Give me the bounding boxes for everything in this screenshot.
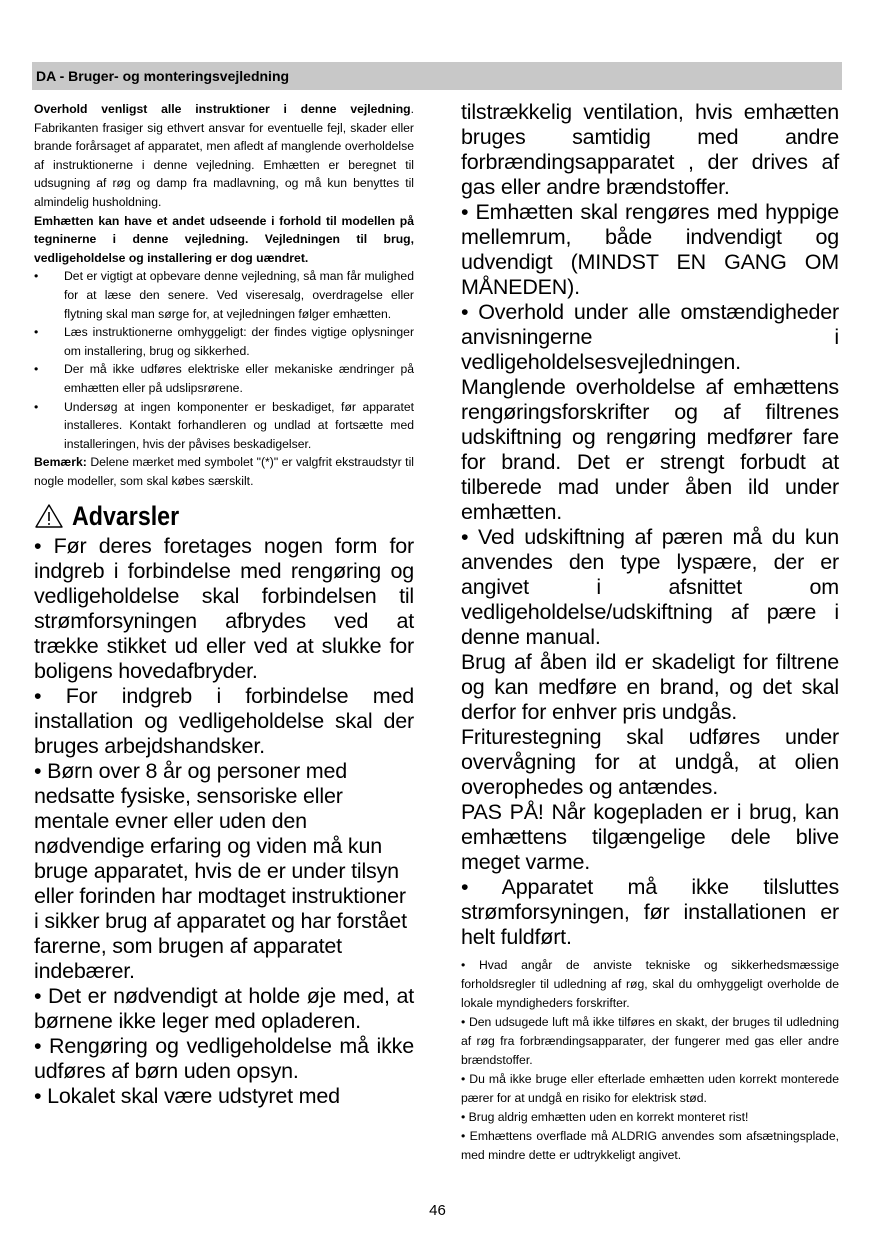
warning-paragraph: tilstrækkelig ventilation, hvis emhætten bruges samtidig med andre forbrændingsapparatet , der drives af gas eller andre brændstoffer.: [461, 100, 839, 199]
note-text: Delene mærket med symbolet "(*)" er valgfrit ekstraudstyr til nogle modeller, som skal købes særskilt.: [34, 455, 414, 488]
page-number: 46: [429, 1202, 446, 1219]
list-item: [34, 398, 414, 454]
bullet-dot: •: [34, 399, 39, 414]
warning-paragraph: • Lokalet skal være udstyret med: [34, 1084, 340, 1109]
warning-paragraph: • Rengøring og vedligeholdelse må ikke udføres af børn uden opsyn.: [34, 1034, 414, 1084]
model-note-text: Emhætten kan have et andet udseende i forhold til modellen på tegninerne i denne vejledning. Vejledningen til brug, vedligeholdelse og installering er dog uændret.: [34, 213, 414, 265]
bullet-dot: •: [34, 362, 39, 377]
intro-paragraph: [34, 100, 414, 212]
warnings-heading: [34, 500, 414, 532]
intro-bullet-list: [34, 267, 414, 453]
warning-paragraph: • Apparatet må ikke tilsluttes strømforsyningen, før installationen er helt fuldført.: [461, 875, 839, 949]
intro-bold: Overhold venligst alle instruktioner i denne vejledning: [34, 102, 411, 116]
list-item-text: Det er vigtigt at opbevare denne vejledning, så man får mulighed for at læse den senere. Ved viseresalg, overdragelse eller flytning skal man sørge for, at vejledningen følger emhætten.: [64, 269, 414, 321]
right-column: [461, 100, 839, 1165]
warning-paragraph: • Ved udskiftning af pæren må du kun anvendes den type lyspære, der er angivet i afsnittet om vedligeholdelse/udskiftning af pære i denne manual.: [461, 525, 839, 649]
warning-paragraph: • Overhold under alle omstændigheder anvisningerne i vedligeholdelsesvejledningen.: [461, 300, 839, 374]
bullet-dot: •: [34, 269, 39, 284]
warning-paragraph: Manglende overholdelse af emhættens rengøringsforskrifter og af filtrenes udskiftning og rengøring medfører fare for brand. Det er strengt forbudt at tilberede mad under åben ild under emhætten.: [461, 375, 839, 524]
warnings-title: Advarsler: [72, 500, 180, 531]
list-item-text: Der må ikke udføres elektriske eller mekaniske ændringer på emhætten eller på udslipsrørene.: [64, 362, 414, 395]
warning-paragraph: • Børn over 8 år og personer med nedsatte fysiske, sensoriske eller mentale evner eller uden den nødvendige erfaring og viden må kun bruge apparatet, hvis de er under tilsyn eller forinden har modtaget instruktioner i sikker brug af apparatet og har forstået farerne, som brugen af apparatet indebærer.: [34, 759, 407, 984]
accessory-note: [34, 453, 414, 490]
safety-note: • Den udsugede luft må ikke tilføres en skakt, der bruges til udledning af røg fra forbrændingsapparater, der fungerer med gas eller andre brændstoffer.: [461, 1015, 839, 1067]
safety-note: • Hvad angår de anviste tekniske og sikkerhedsmæssige forholdsregler til udledning af røg, skal du omhyggeligt overholde de lokale myndigheders forskrifter.: [461, 958, 839, 1010]
safety-note: • Brug aldrig emhætten uden en korrekt monteret rist!: [461, 1110, 749, 1124]
list-item-text: Undersøg at ingen komponenter er beskadiget, før apparatet installeres. Kontakt forhandleren og undlad at fortsætte med installeringen, hvis der påvises beskadigelser.: [64, 399, 414, 451]
left-column: [34, 100, 414, 1109]
intro-rest: . Fabrikanten frasiger sig ethvert ansvar for eventuelle fejl, skader eller brande forårsaget af apparatet, men afledt af manglende overholdelse af instruktionerne i denne vejledning. Emhætten er beregnet til udsugning af røg og damp fra madlavning, og må kun benyttes til almindelig husholdning.: [34, 102, 414, 209]
header-bar: [32, 62, 842, 90]
warning-paragraph: PAS PÅ! Når kogepladen er i brug, kan emhættens tilgængelige dele blive meget varme.: [461, 800, 839, 874]
warning-paragraph: • Det er nødvendigt at holde øje med, at børnene ikke leger med opladeren.: [34, 984, 414, 1034]
model-note: [34, 212, 414, 268]
warning-paragraph: Friturestegning skal udføres under overvågning for at undgå, at olien overophedes og antændes.: [461, 725, 839, 799]
safety-note: • Du må ikke bruge eller efterlade emhætten uden korrekt monterede pærer for at undgå en risiko for elektrisk stød.: [461, 1072, 839, 1105]
bullet-dot: •: [34, 325, 39, 340]
list-item: [34, 323, 414, 360]
document-title: DA - Bruger- og monteringsvejledning: [36, 68, 290, 84]
safety-note: • Emhættens overflade må ALDRIG anvendes som afsætningsplade, med mindre dette er udtrykkeligt angivet.: [461, 1129, 839, 1162]
warning-paragraph: Brug af åben ild er skadeligt for filtrene og kan medføre en brand, og det skal derfor for enhver pris undgås.: [461, 650, 839, 724]
list-item-text: Læs instruktionerne omhyggeligt: der findes vigtige oplysninger om installering, brug og sikkerhed.: [64, 325, 414, 358]
warning-triangle-icon: [34, 503, 64, 529]
note-label: Bemærk:: [34, 455, 87, 470]
warning-paragraph: • Før deres foretages nogen form for indgreb i forbindelse med rengøring og vedligeholdelse skal forbindelsen til strømforsyningen afbrydes ved at trække stikket ud eller ved at slukke for boligens hovedafbryder.: [34, 534, 414, 684]
list-item: [34, 360, 414, 397]
warning-paragraph: • Emhætten skal rengøres med hyppige mellemrum, både indvendigt og udvendigt (MINDST EN GANG OM MÅNEDEN).: [461, 200, 839, 299]
list-item: [34, 267, 414, 323]
warning-paragraph: • For indgreb i forbindelse med installation og vedligeholdelse skal der bruges arbejdshandsker.: [34, 684, 414, 759]
